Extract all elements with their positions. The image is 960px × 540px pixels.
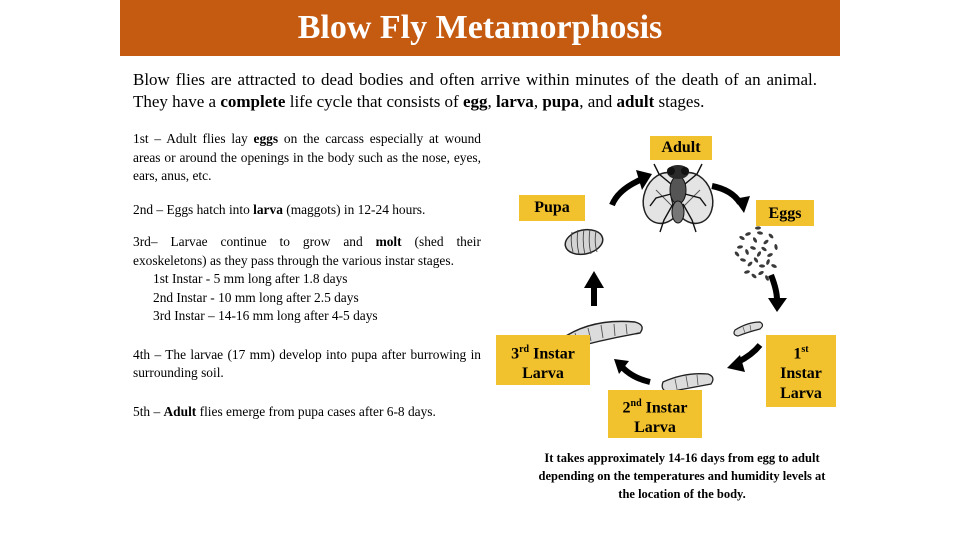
step-5: 5th – Adult flies emerge from pupa cases after 6-8 days. [133,403,436,419]
arrowhead-pupa [584,271,604,288]
arrowhead-first [768,298,787,312]
first-instar-larva-illustration [734,322,763,336]
instar-1-info: 1st Instar - 5 mm long after 1.8 days [153,271,348,286]
arrow-pupa-to-adult [612,180,640,205]
label-adult: Adult [650,136,712,160]
development-time-note: It takes approximately 14-16 days from egg to adult depending on the temperatures and humidity levels at the location of the body. [538,451,826,501]
label-third-instar-larva: 3rd Instar Larva [496,335,590,385]
step-1: 1st – Adult flies lay eggs on the carcass especially at wound areas or around the openings in the body such as the nose, eyes, ears, anus, etc. [133,131,481,183]
pupa-illustration [563,226,605,257]
label-second-instar-larva: 2nd Instar Larva [608,390,702,438]
page-title: Blow Fly Metamorphosis [297,9,663,46]
step-2: 2nd – Eggs hatch into larva (maggots) in 12-24 hours. [133,201,426,217]
eggs-illustration [734,226,778,281]
step-3: 3rd– Larvae continue to grow and molt (shed their exoskeletons) as they pass through the various instar stages. [133,234,481,268]
arrowhead-eggs [734,196,750,213]
arrow-eggs-to-first [771,275,777,300]
label-first-instar-larva: 1st Instar Larva [766,335,836,407]
instar-3-info: 3rd Instar – 14-16 mm long after 4-5 days [153,308,378,323]
intro-paragraph: Blow flies are attracted to dead bodies and often arrive within minutes of the death of an animal. They have a complete life cycle that consists of egg, larva, pupa, and adult stages. [133,70,817,111]
arrow-second-to-third [623,368,650,382]
instar-2-info: 2nd Instar - 10 mm long after 2.5 days [153,289,359,305]
label-eggs: Eggs [756,200,814,226]
label-pupa: Pupa [519,195,585,221]
step-4: 4th – The larvae (17 mm) develop into pupa after burrowing in surrounding soil. [133,346,481,380]
